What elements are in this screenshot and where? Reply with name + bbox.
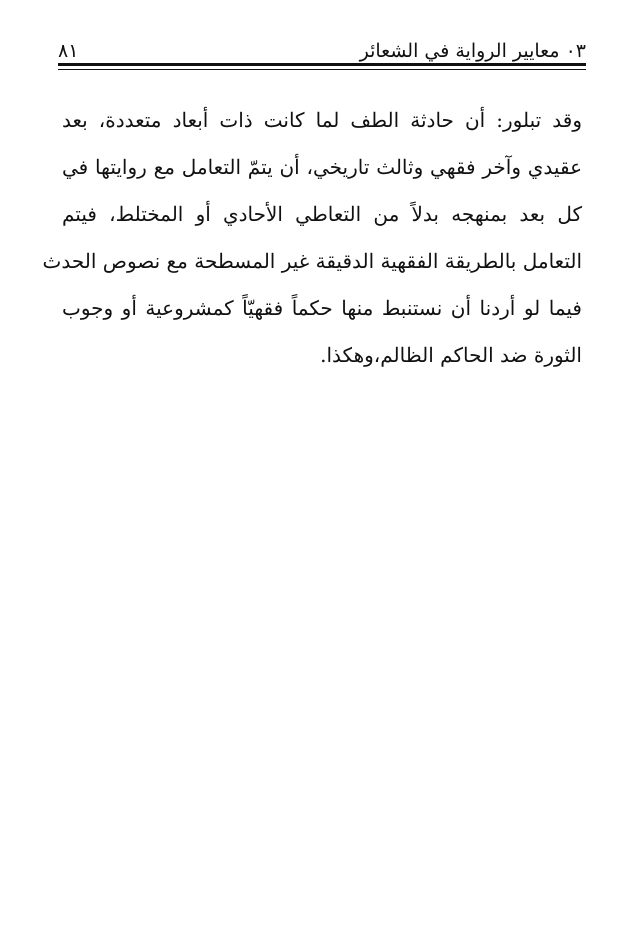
body-line-2: عقيدي وآخر فقهي وثالث تاريخي، أن يتمّ التعامل مع روايتها في <box>62 155 582 179</box>
body-paragraph <box>42 97 582 379</box>
body-line-5: فيما لو أردنا أن نستنبط منها حكماً فقهيّاً كمشروعية أو وجوب <box>62 296 582 320</box>
page-number: ٨١ <box>58 40 79 62</box>
body-line-1: وقد تبلور: أن حادثة الطف لما كانت ذات أبعاد متعددة، بعد <box>62 108 582 132</box>
body-line-4: التعامل بالطريقة الفقهية الدقيقة غير المسطحة مع نصوص الحدث <box>42 249 582 273</box>
header-rule-thin <box>58 69 586 70</box>
page-header <box>58 26 586 64</box>
body-line-6: الثورة ضد الحاكم الظالم،وهكذا. <box>320 343 582 367</box>
header-rule-thick <box>58 63 586 66</box>
running-title: ٠٣ معايير الرواية في الشعائر <box>359 40 586 62</box>
body-line-3: كل بعد بمنهجه بدلاً من التعاطي الأحادي أو المختلط، فيتم <box>62 202 582 226</box>
